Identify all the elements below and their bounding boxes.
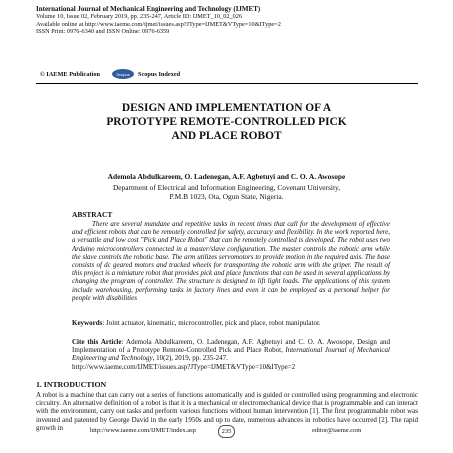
intro-paragraph: A robot is a machine that can carry out a series of functions automatically and is guided or controlled using programming and electronic circuitry. An alternative definition of a robot is that it is a mechanical or electromechanical device that is programmable and can interact with the environment, carry out tasks and perform various functions without human intervention [1]. The first programmable robot was invented and patented by George David in the early 1950s and up to date, numerous advances in robotics have occurred [2]. The rapid growth in: [36, 391, 418, 432]
header-divider: [36, 83, 418, 84]
title-line: DESIGN AND IMPLEMENTATION OF A: [121, 102, 332, 114]
section-heading: 1. INTRODUCTION: [36, 380, 107, 389]
page-number: 235: [218, 425, 235, 438]
affiliation-line: P.M.B 1023, Ota, Ogun State, Nigeria.: [169, 192, 284, 201]
journal-name: International Journal of Mechanical Engineering and Technology (IJMET): [36, 5, 261, 13]
cite-text: : Ademola Abdulkareem, O. Ladenegan, A.F. Agbetuyi and C. O. A. Awosope, Design and Implementation of a Prototype Remote-Controlled Pick and Place Robot,: [72, 338, 390, 355]
citation: [72, 338, 390, 371]
abstract-heading: ABSTRACT: [72, 210, 113, 219]
scopus-logo-icon: Scopus: [112, 69, 134, 79]
footer-journal-link[interactable]: http://www.iaeme.com/IJMET/index.asp: [90, 427, 196, 434]
page-footer: [0, 425, 453, 439]
keywords-text: : Joint actuator, kinematic, microcontroller, pick and place, robot manipulator.: [102, 319, 321, 327]
available-line[interactable]: Available online at http://www.iaeme.com/ijmet/issues.asp?JType=IJMET&VType=10&IType=2: [36, 20, 281, 28]
keywords-label: Keywords: [72, 319, 103, 327]
title-line: AND PLACE ROBOT: [171, 130, 282, 142]
affiliation: [40, 183, 413, 201]
journal-header: [36, 6, 436, 36]
cite-journal: International Journal of Mechanical Engineering and Technology: [72, 346, 390, 363]
scopus-indexed-text: Scopus Indexed: [137, 70, 181, 78]
iaeme-logo-text: © IAEME Publication: [40, 70, 100, 78]
footer-email-link[interactable]: editor@iaeme.com: [312, 427, 362, 434]
publisher-logos: [36, 68, 180, 80]
cite-url-link[interactable]: http://www.iaeme.com/IJMET/issues.asp?JType=IJMET&VType=10&IType=2: [72, 362, 296, 371]
author-list: Ademola Abdulkareem, O. Ladenegan, A.F. Agbetuyi and C. O. A. Awosope: [107, 172, 346, 181]
volume-line: Volume 10, Issue 02, February 2019, pp. 235-247, Article ID: IJMET_10_02_026: [36, 13, 243, 21]
issn-line: ISSN Print: 0976-6340 and ISSN Online: 0976-6359: [36, 28, 170, 36]
affiliation-line: Department of Electrical and Information Engineering, Covenant University,: [112, 183, 341, 192]
cite-label: Cite this Article: [72, 338, 122, 346]
cite-tail: , 10(2), 2019, pp. 235-247.: [152, 354, 228, 363]
paper-title: [40, 101, 413, 143]
keywords: [72, 319, 390, 327]
title-line: PROTOTYPE REMOTE-CONTROLLED PICK: [106, 116, 347, 128]
abstract-text: There are several mundane and repetitive tasks in recent times that call for the development of effective and efficient robots that can be remotely controlled for safety, accuracy and flexibility. In the work reported here, a versatile and low cost "Pick and Place Robot" that can be remotely controlled is developed. The robot uses two Arduino microcontrollers connected in a master/slave configuration. The master controls the robotic arm while the slave controls the robotic base. The arm utilizes servomotors to provide motion in the required axis. The base consists of dc geared motors and tracked wheels for transporting the robotic arm with the griper. The result of this project is a miniature robot that provides pick and place functions that can be used in several applications by changing the program of controller. The structure is designed to lift light loads. The applications of this system include warehousing, performing tasks in factory lines and even it can be employed as a personal helper for people with disabilities: [72, 220, 391, 302]
